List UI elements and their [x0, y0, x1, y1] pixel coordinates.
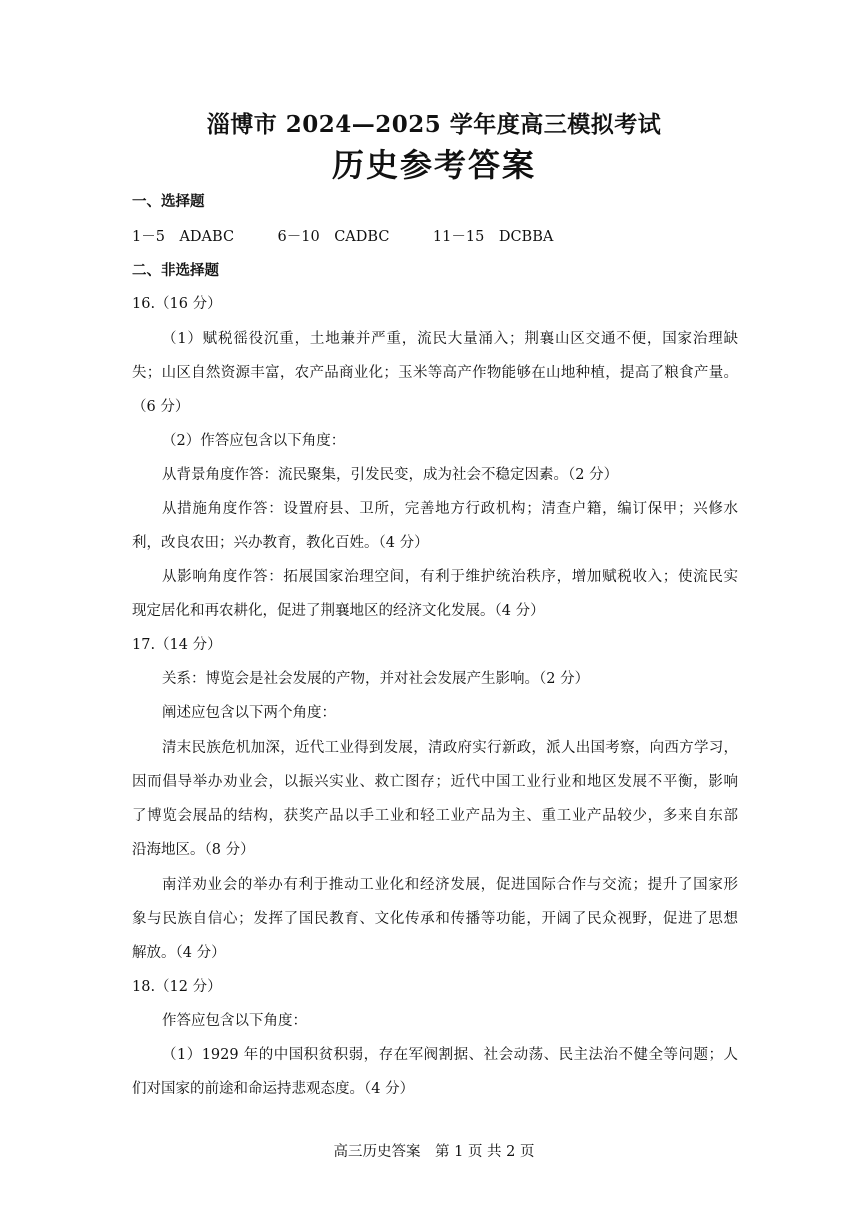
text-line: 南洋劝业会的举办有利于推动工业化和经济发展，促进国际合作与交流；提升了国家形: [162, 877, 738, 893]
exam-title: 淄博市 2024—2025 学年度高三模拟考试: [206, 111, 662, 138]
text-line: 从措施角度作答：设置府县、卫所，完善地方行政机构；清查户籍，编订保甲；兴修水: [162, 501, 738, 517]
text-line: 从背景角度作答：流民聚集，引发民变，成为社会不稳定因素。（2 分）: [162, 467, 619, 483]
text-line: 从影响角度作答：拓展国家治理空间，有利于维护统治秩序，增加赋税收入；使流民实: [162, 569, 738, 585]
page-title: 历史参考答案: [331, 146, 536, 184]
text-line: 清末民族危机加深，近代工业得到发展，清政府实行新政，派人出国考察，向西方学习，: [162, 740, 738, 756]
text-line: 象与民族自信心；发挥了国民教育、文化传承和传播等功能，开阔了民众视野，促进了思想: [132, 911, 738, 927]
text-line: （2）作答应包含以下角度：: [162, 433, 346, 449]
text-line: 阐述应包含以下两个角度：: [162, 705, 336, 721]
choice-answers: 1－5 ADABC 6－10 CADBC 11－15 DCBBA: [132, 229, 554, 245]
question-17-heading: 17.（14 分）: [132, 637, 222, 653]
text-line: 作答应包含以下角度：: [162, 1013, 307, 1029]
section-heading-choice: 一、选择题: [132, 193, 205, 210]
text-line: 因而倡导举办劝业会，以振兴实业、救亡图存；近代中国工业行业和地区发展不平衡，影响: [132, 774, 738, 790]
text-line: （6 分）: [132, 399, 190, 415]
text-line: 沿海地区。（8 分）: [132, 842, 255, 858]
text-line: 们对国家的前途和命运持悲观态度。（4 分）: [132, 1081, 415, 1097]
question-16-heading: 16.（16 分）: [132, 296, 222, 312]
text-line: （1）1929 年的中国积贫积弱，存在军阀割据、社会动荡、民主法治不健全等问题；人: [162, 1047, 738, 1063]
text-line: 现定居化和再农耕化，促进了荆襄地区的经济文化发展。（4 分）: [132, 603, 545, 619]
text-line: 关系：博览会是社会发展的产物，并对社会发展产生影响。（2 分）: [162, 671, 590, 687]
text-line: 解放。（4 分）: [132, 945, 226, 961]
text-line: 利，改良农田；兴办教育，教化百姓。（4 分）: [132, 535, 429, 551]
text-line: （1）赋税徭役沉重，土地兼并严重，流民大量涌入；荆襄山区交通不便，国家治理缺: [162, 331, 738, 347]
page-footer: 高三历史答案 第 1 页 共 2 页: [333, 1144, 535, 1160]
text-line: 失；山区自然资源丰富，农产品商业化；玉米等高产作物能够在山地种植，提高了粮食产量。: [132, 365, 738, 381]
question-18-heading: 18.（12 分）: [132, 979, 222, 995]
section-heading-nonchoice: 二、非选择题: [132, 262, 219, 279]
text-line: 了博览会展品的结构，获奖产品以手工业和轻工业产品为主、重工业产品较少，多来自东部: [132, 808, 738, 824]
